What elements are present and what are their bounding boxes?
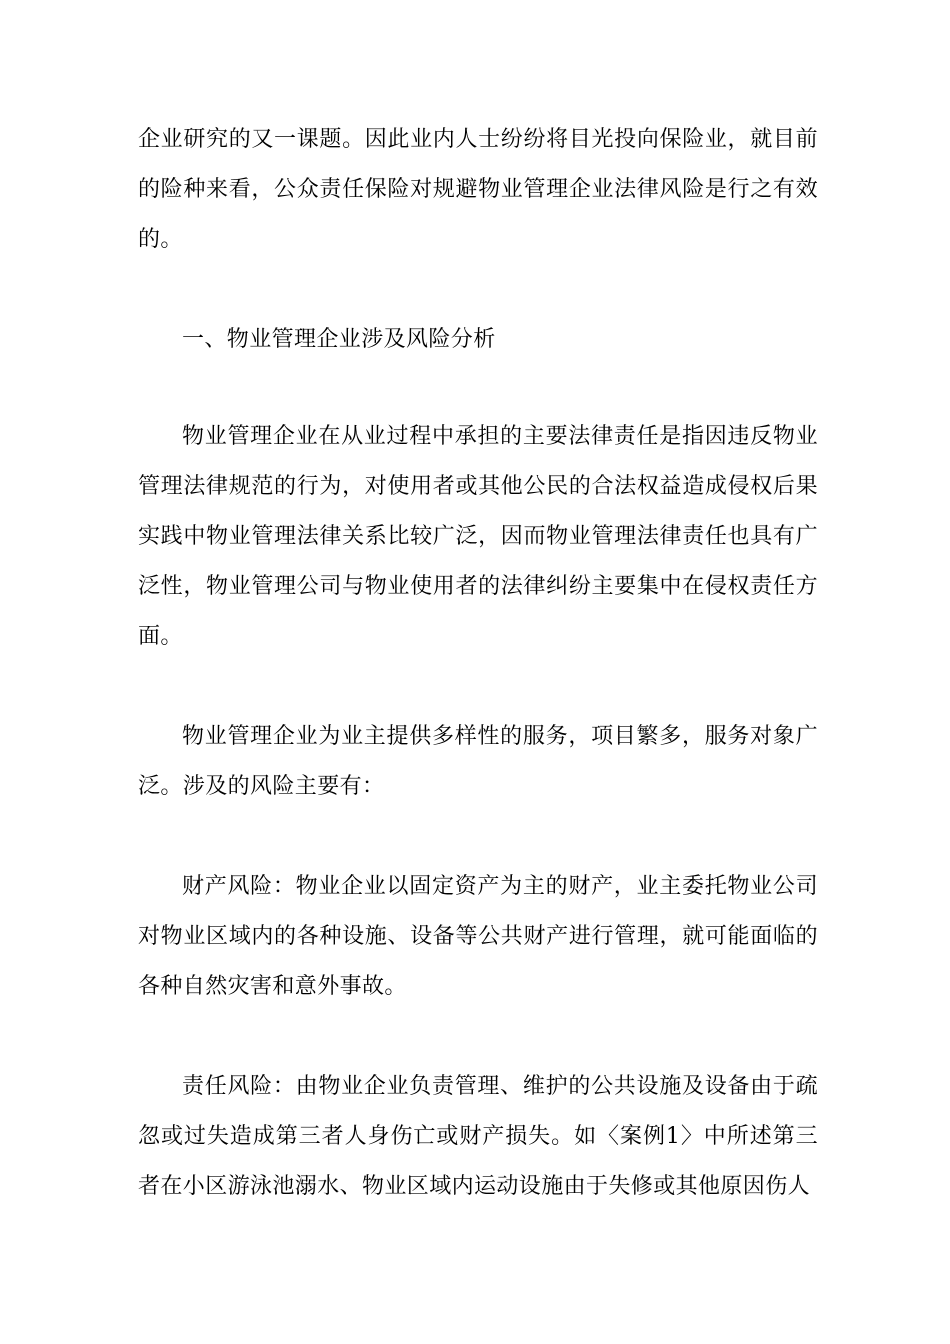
section-heading-risk-analysis: 一、物业管理企业涉及风险分析 [182, 327, 496, 352]
paragraph-liability-risk: 责任风险：由物业企业负责管理、维护的公共设施及设备由于疏忽或过失造成第三者人身伤亡或财产损失。如〈案例1〉中所述第三者在小区游泳池溺水、物业区域内运动设施由于失修或其他原因伤人 [138, 1074, 818, 1199]
paragraph-intro-continuation: 企业研究的又一课题。因此业内人士纷纷将目光投向保险业，就目前的险种来看，公众责任保险对规避物业管理企业法律风险是行之有效的。 [138, 127, 818, 252]
paragraph-services-overview: 物业管理企业为业主提供多样性的服务，项目繁多，服务对象广泛。涉及的风险主要有： [138, 724, 818, 799]
paragraph-property-risk: 财产风险：物业企业以固定资产为主的财产，业主委托物业公司对物业区域内的各种设施、设备等公共财产进行管理，就可能面临的各种自然灾害和意外事故。 [138, 874, 818, 999]
paragraph-legal-liability: 物业管理企业在从业过程中承担的主要法律责任是指因违反物业管理法律规范的行为，对使用者或其他公民的合法权益造成侵权后果实践中物业管理法律关系比较广泛，因而物业管理法律责任也具有广泛性，物业管理公司与物业使用者的法律纠纷主要集中在侵权责任方面。 [138, 424, 818, 649]
